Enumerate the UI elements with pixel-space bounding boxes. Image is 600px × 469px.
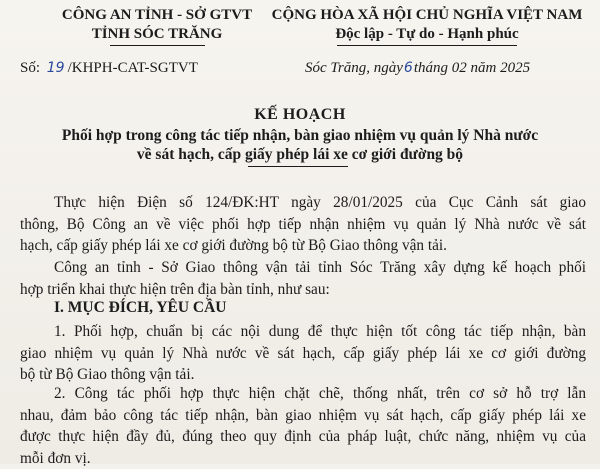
issuing-agency (52, 6, 262, 46)
paragraph-2-line-2: hợp triển khai thực hiện trên địa bàn tỉnh, như sau: (20, 279, 586, 301)
country-name: CỘNG HÒA XÃ HỘI CHỦ NGHĨA VIỆT NAM (262, 6, 592, 25)
section-1-heading: I. MỤC ĐÍCH, YÊU CẦU (54, 299, 227, 317)
agency-line-2: TỈNH SÓC TRĂNG (52, 25, 262, 44)
national-motto: Độc lập - Tự do - Hạnh phúc (262, 25, 592, 44)
item-2-line-3: được thực hiện đầy đủ, đúng theo quy định của pháp luật, chức năng, nhiệm vụ của (20, 426, 586, 448)
place-and-date (305, 60, 530, 77)
document-title: KẾ HOẠCH (0, 106, 600, 124)
agency-line-1: CÔNG AN TỈNH - SỞ GTVT (52, 6, 262, 25)
item-2-line-4: mỗi đơn vị. (20, 448, 586, 469)
subtitle-line-1: Phối hợp trong công tác tiếp nhận, bàn giao nhiệm vụ quản lý Nhà nước (0, 126, 600, 145)
subtitle-underline (248, 166, 348, 167)
motto-underline (337, 45, 517, 46)
item-2-line-2: nhau, đảm bảo công tác tiếp nhận, bàn giao nhiệm vụ sát hạch, cấp giấy phép lái xe (20, 405, 586, 427)
doc-number-prefix: Số: (20, 60, 40, 76)
paragraph-1-line-1: Thực hiện Điện số 124/ĐK:HT ngày 28/01/2025 của Cục Cảnh sát giao (20, 192, 586, 214)
paragraph-2-line-1: Công an tỉnh - Sở Giao thông vận tải tỉnh Sóc Trăng xây dựng kế hoạch phối (20, 257, 586, 279)
item-2 (20, 383, 586, 469)
paragraph-1 (20, 192, 586, 257)
doc-number-handwritten: 19 (44, 60, 68, 76)
agency-underline (110, 45, 205, 46)
item-1 (20, 321, 586, 386)
paragraph-1-line-2: thông, Bộ Công an về việc phối hợp tiếp nhận nhiệm vụ quản lý Nhà nước về sát (20, 214, 586, 236)
subtitle-line-2: về sát hạch, cấp giấy phép lái xe cơ giới đường bộ (0, 145, 600, 164)
item-2-line-1: 2. Công tác phối hợp thực hiện chặt chẽ, thống nhất, trên cơ sở hỗ trợ lẫn (20, 383, 586, 405)
document-number (20, 60, 198, 77)
doc-number-suffix: /KHPH-CAT-SGTVT (68, 60, 198, 76)
national-header (262, 6, 592, 46)
paragraph-1-line-3: hạch, cấp giấy phép lái xe cơ giới đường bộ từ Bộ Giao thông vận tải. (20, 235, 586, 257)
place-date-before: Sóc Trăng, ngày (305, 60, 403, 76)
item-1-line-2: giao nhiệm vụ quản lý Nhà nước về sát hạch, cấp giấy phép lái xe cơ giới đường (20, 343, 586, 365)
item-1-line-1: 1. Phối hợp, chuẩn bị các nội dung để thực hiện tốt công tác tiếp nhận, bàn (20, 321, 586, 343)
paragraph-2 (20, 257, 586, 300)
place-date-after: tháng 02 năm 2025 (414, 60, 530, 76)
date-day-handwritten: 6 (403, 60, 414, 76)
item-1-line-3: bộ từ Bộ Giao thông vận tải. (20, 364, 586, 386)
